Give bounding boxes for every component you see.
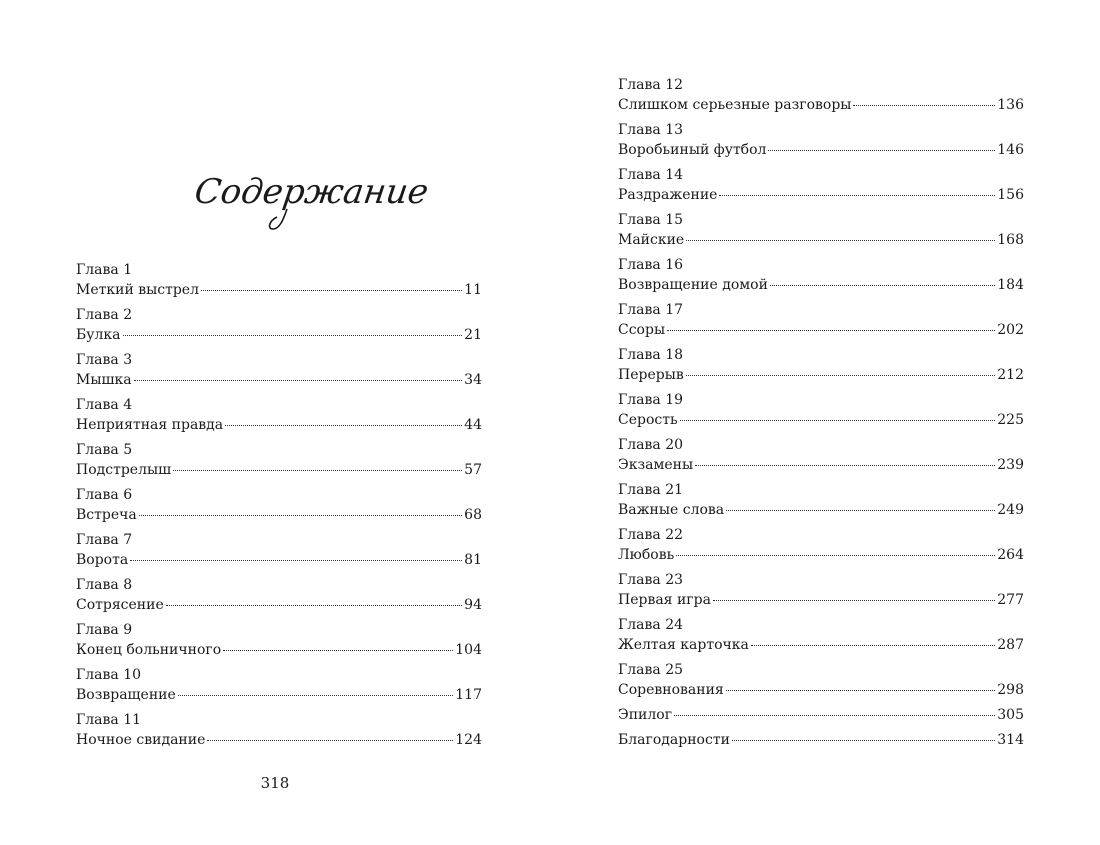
dot-leader bbox=[853, 105, 995, 106]
chapter-title: Булка bbox=[76, 327, 121, 343]
chapter-title: Ночное свидание bbox=[76, 732, 206, 748]
chapter-title: Эпилог bbox=[618, 707, 673, 723]
chapter-title: Раздражение bbox=[618, 187, 718, 203]
toc-entry bbox=[618, 615, 1024, 655]
chapter-page-number: 225 bbox=[997, 412, 1024, 428]
right-page bbox=[550, 0, 1100, 845]
toc-line bbox=[76, 505, 482, 525]
chapter-page-number: 298 bbox=[997, 682, 1024, 698]
chapter-page-number: 117 bbox=[455, 687, 482, 703]
chapter-page-number: 184 bbox=[997, 277, 1024, 293]
chapter-label: Глава 24 bbox=[618, 617, 684, 633]
chapter-label: Глава 12 bbox=[618, 77, 684, 93]
chapter-label: Глава 20 bbox=[618, 437, 684, 453]
toc-line bbox=[618, 95, 1024, 115]
toc-line bbox=[618, 275, 1024, 295]
toc-entry bbox=[76, 665, 482, 705]
dot-leader bbox=[223, 650, 453, 651]
chapter-label: Глава 19 bbox=[618, 392, 684, 408]
toc-line bbox=[618, 185, 1024, 205]
toc-entry bbox=[618, 730, 1024, 750]
chapter-page-number: 168 bbox=[997, 232, 1024, 248]
heading-flourish bbox=[270, 209, 287, 229]
toc-heading-text: Содержание bbox=[195, 172, 431, 212]
toc-line bbox=[76, 550, 482, 570]
chapter-page-number: 81 bbox=[464, 552, 482, 568]
toc-entry bbox=[618, 525, 1024, 565]
chapter-page-number: 11 bbox=[464, 282, 482, 298]
chapter-title: Меткий выстрел bbox=[76, 282, 199, 298]
toc-entry bbox=[618, 345, 1024, 385]
chapter-page-number: 305 bbox=[997, 707, 1024, 723]
toc-line bbox=[618, 705, 1024, 725]
toc-entry bbox=[618, 120, 1024, 160]
toc-entry bbox=[618, 390, 1024, 430]
toc-line bbox=[618, 590, 1024, 610]
toc-entry bbox=[618, 255, 1024, 295]
toc-heading-script bbox=[195, 163, 435, 233]
toc-entry bbox=[76, 485, 482, 525]
dot-leader bbox=[751, 645, 995, 646]
chapter-page-number: 146 bbox=[997, 142, 1024, 158]
chapter-title: Благодарности bbox=[618, 732, 730, 748]
toc-entry bbox=[618, 570, 1024, 610]
toc-entry bbox=[618, 75, 1024, 115]
chapter-label: Глава 8 bbox=[76, 577, 133, 593]
toc-entry bbox=[618, 660, 1024, 700]
chapter-page-number: 124 bbox=[455, 732, 482, 748]
toc-entry bbox=[76, 440, 482, 480]
dot-leader bbox=[732, 740, 995, 741]
chapter-page-number: 239 bbox=[997, 457, 1024, 473]
chapter-title: Желтая карточка bbox=[618, 637, 749, 653]
chapter-page-number: 136 bbox=[997, 97, 1024, 113]
toc-line bbox=[618, 230, 1024, 250]
toc-line bbox=[76, 460, 482, 480]
chapter-label: Глава 13 bbox=[618, 122, 684, 138]
dot-leader bbox=[674, 715, 995, 716]
dot-leader bbox=[686, 240, 995, 241]
dot-leader bbox=[686, 375, 996, 376]
dot-leader bbox=[207, 740, 453, 741]
toc-line bbox=[618, 635, 1024, 655]
toc-line bbox=[76, 730, 482, 750]
chapter-page-number: 104 bbox=[455, 642, 482, 658]
chapter-label: Глава 25 bbox=[618, 662, 684, 678]
dot-leader bbox=[225, 425, 462, 426]
dot-leader bbox=[667, 330, 995, 331]
chapter-page-number: 287 bbox=[997, 637, 1024, 653]
chapter-title: Слишком серьезные разговоры bbox=[618, 97, 852, 113]
toc-line bbox=[618, 365, 1024, 385]
dot-leader bbox=[178, 695, 453, 696]
chapter-label: Глава 17 bbox=[618, 302, 684, 318]
chapter-label: Глава 6 bbox=[76, 487, 133, 503]
chapter-page-number: 21 bbox=[464, 327, 482, 343]
toc-entry bbox=[618, 480, 1024, 520]
toc-line bbox=[618, 455, 1024, 475]
chapter-title: Серость bbox=[618, 412, 678, 428]
dot-leader bbox=[134, 380, 463, 381]
chapter-label: Глава 16 bbox=[618, 257, 684, 273]
toc-line bbox=[618, 410, 1024, 430]
toc-list-right bbox=[618, 75, 1024, 755]
dot-leader bbox=[768, 150, 995, 151]
chapter-title: Майские bbox=[618, 232, 685, 248]
toc-line bbox=[76, 595, 482, 615]
dot-leader bbox=[713, 600, 995, 601]
toc-entry bbox=[618, 705, 1024, 725]
toc-line bbox=[76, 280, 482, 300]
chapter-title: Возвращение bbox=[76, 687, 176, 703]
toc-line bbox=[618, 680, 1024, 700]
toc-entry bbox=[76, 575, 482, 615]
dot-leader bbox=[123, 335, 463, 336]
chapter-label: Глава 10 bbox=[76, 667, 142, 683]
chapter-page-number: 94 bbox=[464, 597, 482, 613]
chapter-label: Глава 3 bbox=[76, 352, 133, 368]
chapter-title: Сотрясение bbox=[76, 597, 164, 613]
toc-line bbox=[618, 500, 1024, 520]
toc-list-left bbox=[76, 260, 482, 755]
dot-leader bbox=[166, 605, 462, 606]
chapter-title: Ссоры bbox=[618, 322, 666, 338]
toc-entry bbox=[76, 305, 482, 345]
chapter-title: Возвращение домой bbox=[618, 277, 768, 293]
toc-entry bbox=[618, 210, 1024, 250]
chapter-page-number: 264 bbox=[997, 547, 1024, 563]
chapter-page-number: 34 bbox=[464, 372, 482, 388]
chapter-title: Конец больничного bbox=[76, 642, 222, 658]
chapter-page-number: 202 bbox=[997, 322, 1024, 338]
chapter-label: Глава 15 bbox=[618, 212, 684, 228]
chapter-title: Соревнования bbox=[618, 682, 724, 698]
toc-line bbox=[618, 730, 1024, 750]
chapter-page-number: 249 bbox=[997, 502, 1024, 518]
toc-entry bbox=[76, 530, 482, 570]
dot-leader bbox=[719, 195, 995, 196]
dot-leader bbox=[201, 290, 462, 291]
chapter-label: Глава 21 bbox=[618, 482, 684, 498]
chapter-label: Глава 14 bbox=[618, 167, 684, 183]
chapter-page-number: 156 bbox=[997, 187, 1024, 203]
toc-entry bbox=[76, 395, 482, 435]
chapter-title: Мышка bbox=[76, 372, 132, 388]
chapter-label: Глава 5 bbox=[76, 442, 133, 458]
chapter-title: Важные слова bbox=[618, 502, 725, 518]
chapter-label: Глава 22 bbox=[618, 527, 684, 543]
chapter-title: Любовь bbox=[618, 547, 675, 563]
chapter-page-number: 277 bbox=[997, 592, 1024, 608]
toc-line bbox=[76, 685, 482, 705]
chapter-title: Первая игра bbox=[618, 592, 711, 608]
toc-line bbox=[76, 415, 482, 435]
chapter-title: Неприятная правда bbox=[76, 417, 224, 433]
dot-leader bbox=[139, 515, 462, 516]
dot-leader bbox=[726, 510, 995, 511]
dot-leader bbox=[770, 285, 995, 286]
dot-leader bbox=[680, 420, 996, 421]
chapter-label: Глава 9 bbox=[76, 622, 133, 638]
toc-entry bbox=[618, 165, 1024, 205]
dot-leader bbox=[726, 690, 996, 691]
toc-line bbox=[618, 320, 1024, 340]
toc-entry bbox=[76, 710, 482, 750]
dot-leader bbox=[173, 470, 462, 471]
toc-line bbox=[618, 140, 1024, 160]
chapter-label: Глава 7 bbox=[76, 532, 133, 548]
toc-heading bbox=[195, 163, 435, 233]
dot-leader bbox=[695, 465, 995, 466]
chapter-label: Глава 18 bbox=[618, 347, 684, 363]
chapter-page-number: 68 bbox=[464, 507, 482, 523]
chapter-page-number: 57 bbox=[464, 462, 482, 478]
toc-line bbox=[76, 370, 482, 390]
chapter-label: Глава 2 bbox=[76, 307, 133, 323]
chapter-title: Подстрелыш bbox=[76, 462, 172, 478]
chapter-title: Экзамены bbox=[618, 457, 694, 473]
chapter-label: Глава 11 bbox=[76, 712, 142, 728]
dot-leader bbox=[676, 555, 995, 556]
chapter-page-number: 314 bbox=[997, 732, 1024, 748]
toc-line bbox=[76, 640, 482, 660]
toc-entry bbox=[76, 260, 482, 300]
chapter-page-number: 212 bbox=[997, 367, 1024, 383]
chapter-label: Глава 4 bbox=[76, 397, 133, 413]
page-number: 318 bbox=[260, 774, 290, 792]
chapter-title: Перерыв bbox=[618, 367, 684, 383]
chapter-label: Глава 1 bbox=[76, 262, 133, 278]
toc-line bbox=[618, 545, 1024, 565]
dot-leader bbox=[130, 560, 462, 561]
toc-entry bbox=[618, 435, 1024, 475]
toc-line bbox=[76, 325, 482, 345]
chapter-title: Воробьиный футбол bbox=[618, 142, 767, 158]
chapter-title: Ворота bbox=[76, 552, 129, 568]
chapter-title: Встреча bbox=[76, 507, 137, 523]
toc-entry bbox=[76, 620, 482, 660]
toc-entry bbox=[618, 300, 1024, 340]
chapter-label: Глава 23 bbox=[618, 572, 684, 588]
chapter-page-number: 44 bbox=[464, 417, 482, 433]
toc-entry bbox=[76, 350, 482, 390]
